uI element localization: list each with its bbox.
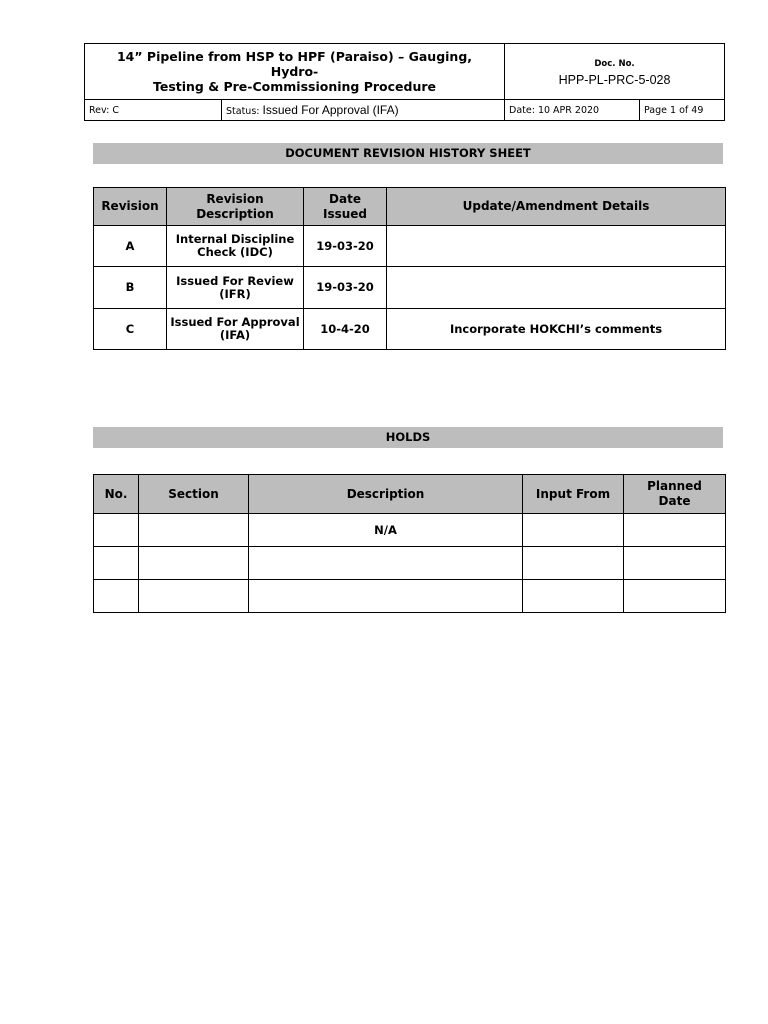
column-header-text: Description — [196, 206, 274, 221]
description-text: (IFR) — [219, 286, 251, 301]
description-cell — [167, 226, 304, 267]
column-header-description: Description — [249, 475, 523, 514]
date-cell — [505, 100, 640, 121]
input-from-cell — [523, 547, 624, 580]
planned-date-cell — [624, 514, 726, 547]
date-label: Date: — [509, 104, 535, 116]
holds-heading: HOLDS — [93, 427, 723, 448]
description-cell — [167, 267, 304, 309]
column-header-revision: Revision — [94, 188, 167, 226]
description-cell — [249, 547, 523, 580]
revision-cell: A — [94, 226, 167, 267]
column-header-no: No. — [94, 475, 139, 514]
table-header-row — [94, 188, 726, 226]
no-cell — [94, 514, 139, 547]
document-title-line2: Testing & Pre-Commissioning Procedure — [152, 79, 436, 94]
section-cell — [139, 580, 249, 613]
revision-cell — [85, 100, 222, 121]
description-text: (IFA) — [219, 328, 251, 342]
table-row — [94, 580, 726, 613]
revision-label: Rev: — [89, 104, 110, 116]
date-cell: 19-03-20 — [304, 226, 387, 267]
column-header-section: Section — [139, 475, 249, 514]
holds-table — [93, 474, 726, 613]
column-header-text: Date — [329, 191, 361, 206]
table-row — [94, 226, 726, 267]
column-header-text: Planned — [647, 479, 702, 493]
column-header-update-details: Update/Amendment Details — [387, 188, 726, 226]
section-cell — [139, 547, 249, 580]
page-label: Page — [644, 104, 667, 116]
description-cell: N/A — [249, 514, 523, 547]
document-title-line1: 14” Pipeline from HSP to HPF (Paraiso) – Gauging, Hydro- — [116, 49, 473, 79]
column-header-input-from: Input From — [523, 475, 624, 514]
description-cell — [249, 580, 523, 613]
column-header-text: Revision — [206, 191, 264, 206]
revision-value: C — [112, 104, 119, 116]
status-cell — [222, 100, 505, 121]
revision-cell: C — [94, 309, 167, 350]
page-value: 1 of 49 — [670, 104, 704, 116]
doc-number-cell — [505, 44, 725, 100]
input-from-cell — [523, 514, 624, 547]
column-header-planned-date — [624, 475, 726, 514]
table-row — [94, 514, 726, 547]
page-cell — [640, 100, 725, 121]
doc-number-label: Doc. No. — [594, 58, 635, 69]
table-row — [94, 267, 726, 309]
date-cell: 19-03-20 — [304, 267, 387, 309]
table-row — [94, 547, 726, 580]
document-header — [84, 43, 725, 121]
no-cell — [94, 580, 139, 613]
input-from-cell — [523, 580, 624, 613]
revision-cell: B — [94, 267, 167, 309]
description-cell — [167, 309, 304, 350]
details-cell — [387, 226, 726, 267]
table-header-row — [94, 475, 726, 514]
column-header-text: Date — [658, 494, 691, 508]
column-header-date-issued — [304, 188, 387, 226]
section-cell — [139, 514, 249, 547]
description-text: Issued For Approval — [170, 315, 300, 329]
revision-history-table — [93, 187, 726, 350]
revision-history-heading: DOCUMENT REVISION HISTORY SHEET — [93, 143, 723, 164]
date-cell: 10-4-20 — [304, 309, 387, 350]
column-header-revision-description — [167, 188, 304, 226]
planned-date-cell — [624, 547, 726, 580]
description-text: Internal Discipline — [175, 232, 295, 246]
table-row — [94, 309, 726, 350]
description-text: Check (IDC) — [197, 245, 273, 259]
description-text: Issued For Review — [176, 273, 294, 288]
doc-number: HPP-PL-PRC-5-028 — [558, 72, 671, 87]
status-label: Status: — [226, 106, 260, 117]
document-title — [85, 44, 505, 100]
details-cell: Incorporate HOKCHI’s comments — [387, 309, 726, 350]
date-value: 10 APR 2020 — [537, 104, 600, 116]
status-value: Issued For Approval (IFA) — [262, 103, 399, 117]
planned-date-cell — [624, 580, 726, 613]
no-cell — [94, 547, 139, 580]
column-header-text: Issued — [322, 206, 368, 221]
details-cell — [387, 267, 726, 309]
